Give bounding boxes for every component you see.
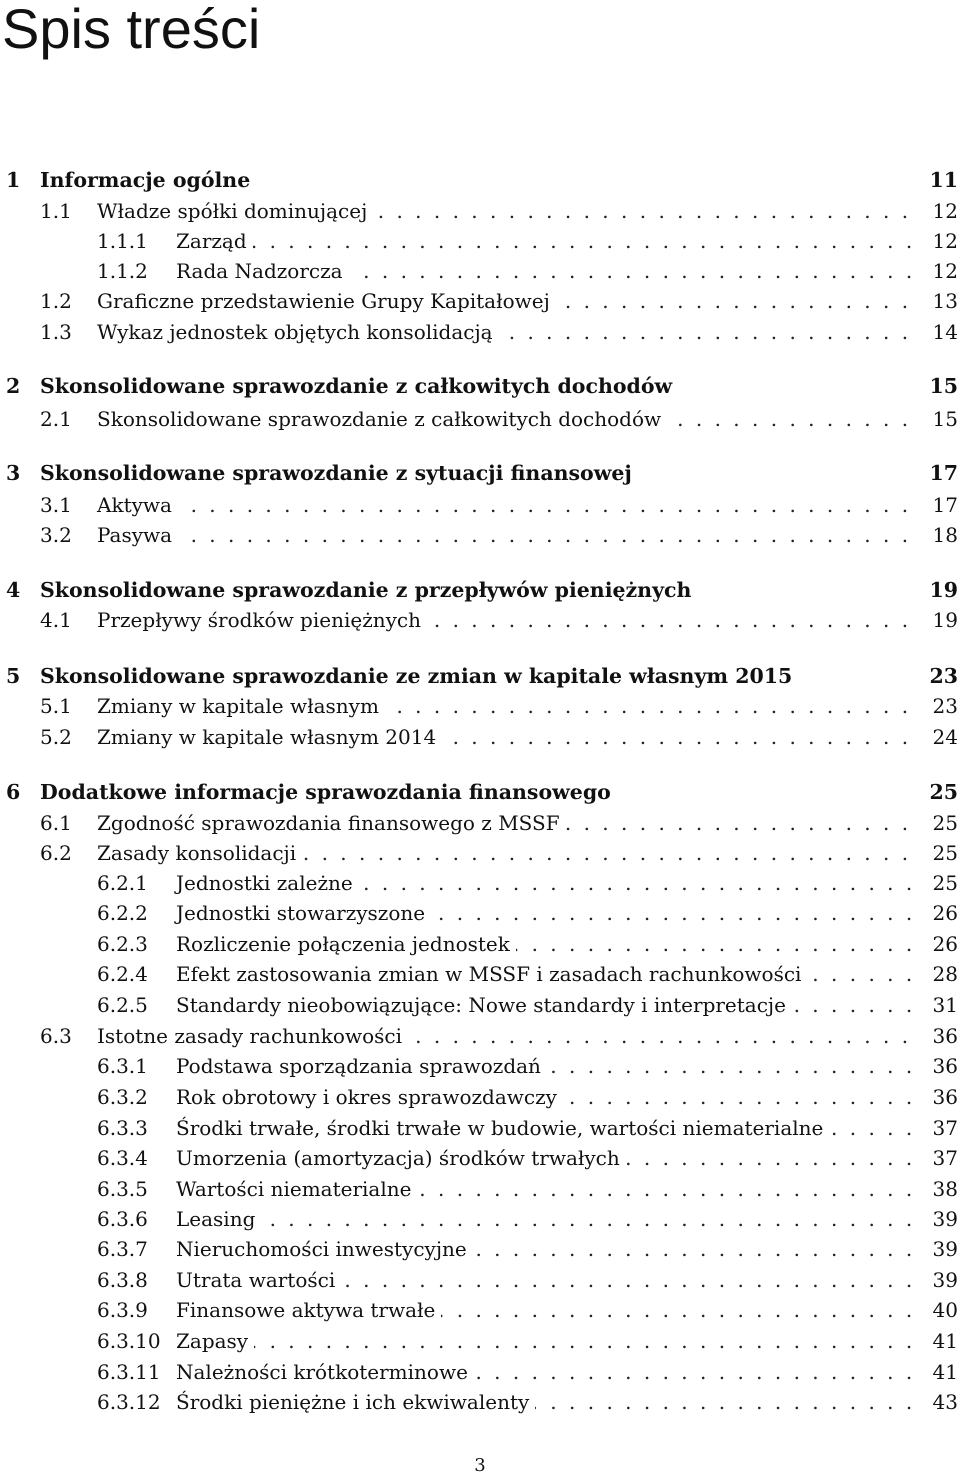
toc-entry[interactable] [0, 1082, 960, 1112]
toc-entry-number: 2 [6, 374, 21, 398]
page-title: Spis treści [2, 0, 261, 60]
toc-entry[interactable] [0, 1387, 960, 1417]
dot-leader [97, 520, 912, 550]
toc-entry-page: 12 [929, 196, 958, 226]
toc-entry-number: 6.2 [40, 841, 72, 865]
toc-entry-page: 25 [929, 808, 958, 838]
toc-entry-number: 6.2.4 [97, 962, 148, 986]
toc-entry-title[interactable]: Rok obrotowy i okres sprawozdawczy [176, 1082, 563, 1112]
toc-entry[interactable] [0, 898, 960, 928]
toc-entry[interactable] [0, 1357, 960, 1387]
toc-entry-page: 37 [929, 1113, 958, 1143]
toc-entry-number: 6.3.3 [97, 1116, 148, 1140]
toc-chapter[interactable] [0, 165, 960, 195]
toc-entry-page: 37 [929, 1143, 958, 1173]
dot-leader [176, 1204, 912, 1234]
toc-entry-number: 2.1 [40, 407, 72, 431]
toc-entry-page: 23 [925, 661, 958, 691]
toc-entry-title[interactable]: Efekt zastosowania zmian w MSSF i zasadach rachunkowości [176, 959, 807, 989]
toc-entry-page: 36 [929, 1051, 958, 1081]
toc-chapter[interactable] [0, 777, 960, 807]
toc-entry[interactable] [0, 1204, 960, 1234]
toc-entry-title[interactable]: Władze spółki dominującej [97, 196, 373, 226]
toc-entry-number: 6.3.9 [97, 1298, 148, 1322]
toc-entry-number: 4.1 [40, 608, 72, 632]
toc-entry-number: 3 [6, 461, 21, 485]
toc-entry-title[interactable]: Rozliczenie połączenia jednostek [176, 929, 516, 959]
toc-entry-page: 38 [929, 1174, 958, 1204]
toc-entry[interactable] [0, 1174, 960, 1204]
toc-entry[interactable] [0, 286, 960, 316]
toc-entry-title[interactable]: Utrata wartości [176, 1265, 341, 1295]
toc-entry-number: 6.2.2 [97, 901, 148, 925]
toc-chapter[interactable] [0, 661, 960, 691]
toc-entry-page: 31 [929, 990, 958, 1020]
toc-entry-page: 25 [929, 868, 958, 898]
toc-entry-number: 6.2.3 [97, 932, 148, 956]
toc-entry-page: 24 [929, 722, 958, 752]
toc-entry[interactable] [0, 1143, 960, 1173]
toc-entry-page: 17 [925, 458, 958, 488]
toc-entry-title[interactable]: Aktywa [97, 490, 178, 520]
toc-entry-number: 6.2.1 [97, 871, 148, 895]
toc-entry-number: 6.3.11 [97, 1360, 161, 1384]
toc-entry-page: 43 [929, 1387, 958, 1417]
toc-entry[interactable] [0, 605, 960, 635]
toc-entry-title[interactable]: Zapasy [176, 1326, 254, 1356]
toc-entry-page: 36 [929, 1021, 958, 1051]
toc-entry-title[interactable]: Środki pieniężne i ich ekwiwalenty [176, 1387, 535, 1417]
toc-entry-page: 18 [929, 520, 958, 550]
toc-entry-page: 25 [929, 838, 958, 868]
toc-entry-page: 36 [929, 1082, 958, 1112]
toc-entry-number: 5.2 [40, 725, 72, 749]
toc-entry-number: 1.2 [40, 289, 72, 313]
toc-entry-number: 1.1.1 [97, 229, 148, 253]
toc-entry[interactable] [0, 317, 960, 347]
toc-entry[interactable] [0, 868, 960, 898]
toc-entry[interactable] [0, 1113, 960, 1143]
dot-leader [176, 1326, 912, 1356]
toc-entry[interactable] [0, 226, 960, 256]
toc-entry-title[interactable]: Zasady konsolidacji [97, 838, 302, 868]
toc-entry-title[interactable]: Zgodność sprawozdania finansowego z MSSF [97, 808, 566, 838]
toc-entry-title[interactable]: Należności krótkoterminowe [176, 1357, 474, 1387]
toc-entry-page: 19 [925, 575, 958, 605]
toc-entry-page: 41 [929, 1326, 958, 1356]
toc-entry-page: 26 [929, 929, 958, 959]
toc-entry-page: 15 [929, 404, 958, 434]
toc-entry[interactable] [0, 404, 960, 434]
toc-entry-title[interactable]: Skonsolidowane sprawozdanie ze zmian w kapitale własnym 2015 [40, 661, 798, 691]
toc-entry-title[interactable]: Wykaz jednostek objętych konsolidacją [97, 317, 499, 347]
toc-entry-title[interactable]: Informacje ogólne [40, 165, 256, 195]
toc-entry[interactable] [0, 1021, 960, 1051]
toc-entry-title[interactable]: Rada Nadzorcza [176, 256, 349, 286]
toc-entry-number: 6.3.8 [97, 1268, 148, 1292]
toc-entry-page: 17 [929, 490, 958, 520]
toc-entry-page: 28 [929, 959, 958, 989]
toc-entry[interactable] [0, 1234, 960, 1264]
toc-entry-number: 1.3 [40, 320, 72, 344]
toc-entry-title[interactable]: Jednostki zależne [176, 868, 359, 898]
toc-entry[interactable] [0, 722, 960, 752]
toc-entry-title[interactable]: Skonsolidowane sprawozdanie z sytuacji finansowej [40, 458, 638, 488]
toc-entry-title[interactable]: Umorzenia (amortyzacja) środków trwałych [176, 1143, 626, 1173]
toc-entry[interactable] [0, 1051, 960, 1081]
toc-entry-title[interactable]: Nieruchomości inwestycyjne [176, 1234, 473, 1264]
toc-entry-title[interactable]: Przepływy środków pieniężnych [97, 605, 427, 635]
toc-entry[interactable] [0, 196, 960, 226]
toc-entry-page: 23 [929, 691, 958, 721]
toc-entry-title[interactable]: Zmiany w kapitale własnym [97, 691, 385, 721]
toc-entry-number: 5.1 [40, 694, 72, 718]
toc-entry-number: 5 [6, 664, 21, 688]
toc-entry[interactable] [0, 256, 960, 286]
dot-leader [97, 490, 912, 520]
toc-entry-title[interactable]: Finansowe aktywa trwałe [176, 1295, 441, 1325]
toc-entry-number: 6.1 [40, 811, 72, 835]
toc-entry-number: 1.1 [40, 199, 72, 223]
toc-chapter[interactable] [0, 575, 960, 605]
toc-entry-title[interactable]: Istotne zasady rachunkowości [97, 1021, 408, 1051]
toc-chapter[interactable] [0, 458, 960, 488]
toc-entry-number: 1.1.2 [97, 259, 148, 283]
toc-entry-page: 12 [929, 226, 958, 256]
toc-entry-page: 41 [929, 1357, 958, 1387]
toc-entry-title[interactable]: Skonsolidowane sprawozdanie z całkowitych dochodów [40, 371, 678, 401]
toc-entry-number: 6.2.5 [97, 993, 148, 1017]
toc-entry-number: 3.1 [40, 493, 72, 517]
toc-entry-page: 40 [929, 1295, 958, 1325]
page-number: 3 [474, 1455, 486, 1476]
toc-entry-number: 6.3.4 [97, 1146, 148, 1170]
toc-entry-title[interactable]: Zmiany w kapitale własnym 2014 [97, 722, 442, 752]
toc-entry-title[interactable]: Skonsolidowane sprawozdanie z przepływów pieniężnych [40, 575, 697, 605]
toc-entry-title[interactable]: Skonsolidowane sprawozdanie z całkowitych dochodów [97, 404, 667, 434]
toc-entry-page: 39 [929, 1265, 958, 1295]
toc-entry-title[interactable]: Podstawa sporządzania sprawozdań [176, 1051, 547, 1081]
toc-entry-title[interactable]: Standardy nieobowiązujące: Nowe standardy i interpretacje [176, 990, 792, 1020]
toc-chapter[interactable] [0, 371, 960, 401]
toc-entry-title[interactable]: Zarząd [176, 226, 253, 256]
toc-entry[interactable] [0, 838, 960, 868]
dot-leader [176, 226, 912, 256]
toc-entry[interactable] [0, 1326, 960, 1356]
toc-entry-page: 12 [929, 256, 958, 286]
toc-entry-number: 6.3.2 [97, 1085, 148, 1109]
toc-entry[interactable] [0, 990, 960, 1020]
toc-entry-page: 15 [925, 371, 958, 401]
toc-entry-page: 25 [925, 777, 958, 807]
toc-entry-page: 39 [929, 1234, 958, 1264]
toc-entry[interactable] [0, 1295, 960, 1325]
toc-entry-title[interactable]: Jednostki stowarzyszone [176, 898, 431, 928]
toc-entry-number: 6.3.10 [97, 1329, 161, 1353]
toc-entry-page: 26 [929, 898, 958, 928]
toc-entry-number: 4 [6, 578, 21, 602]
toc-entry-number: 3.2 [40, 523, 72, 547]
toc-entry-number: 6 [6, 780, 21, 804]
toc-entry-page: 14 [929, 317, 958, 347]
toc-entry-page: 39 [929, 1204, 958, 1234]
toc-entry-title[interactable]: Graficzne przedstawienie Grupy Kapitałowej [97, 286, 556, 316]
toc-entry-page: 19 [929, 605, 958, 635]
toc-entry-number: 6.3 [40, 1024, 72, 1048]
toc-entry[interactable] [0, 490, 960, 520]
toc-entry-page: 11 [925, 165, 958, 195]
toc-entry-number: 6.3.5 [97, 1177, 148, 1201]
toc-entry-number: 6.3.7 [97, 1237, 148, 1261]
toc-entry-page: 13 [929, 286, 958, 316]
toc-entry-number: 6.3.1 [97, 1054, 148, 1078]
toc-entry[interactable] [0, 929, 960, 959]
toc-entry-title[interactable]: Leasing [176, 1204, 261, 1234]
toc-entry[interactable] [0, 520, 960, 550]
toc-entry-title[interactable]: Pasywa [97, 520, 178, 550]
toc-entry[interactable] [0, 1265, 960, 1295]
toc-entry[interactable] [0, 691, 960, 721]
toc-entry-number: 6.3.12 [97, 1390, 161, 1414]
toc-entry[interactable] [0, 959, 960, 989]
toc-entry-number: 6.3.6 [97, 1207, 148, 1231]
toc-entry-number: 1 [6, 168, 21, 192]
toc-entry-title[interactable]: Dodatkowe informacje sprawozdania finansowego [40, 777, 617, 807]
toc-entry[interactable] [0, 808, 960, 838]
toc-entry-title[interactable]: Wartości niematerialne [176, 1174, 417, 1204]
toc-entry-title[interactable]: Środki trwałe, środki trwałe w budowie, wartości niematerialne [176, 1113, 829, 1143]
